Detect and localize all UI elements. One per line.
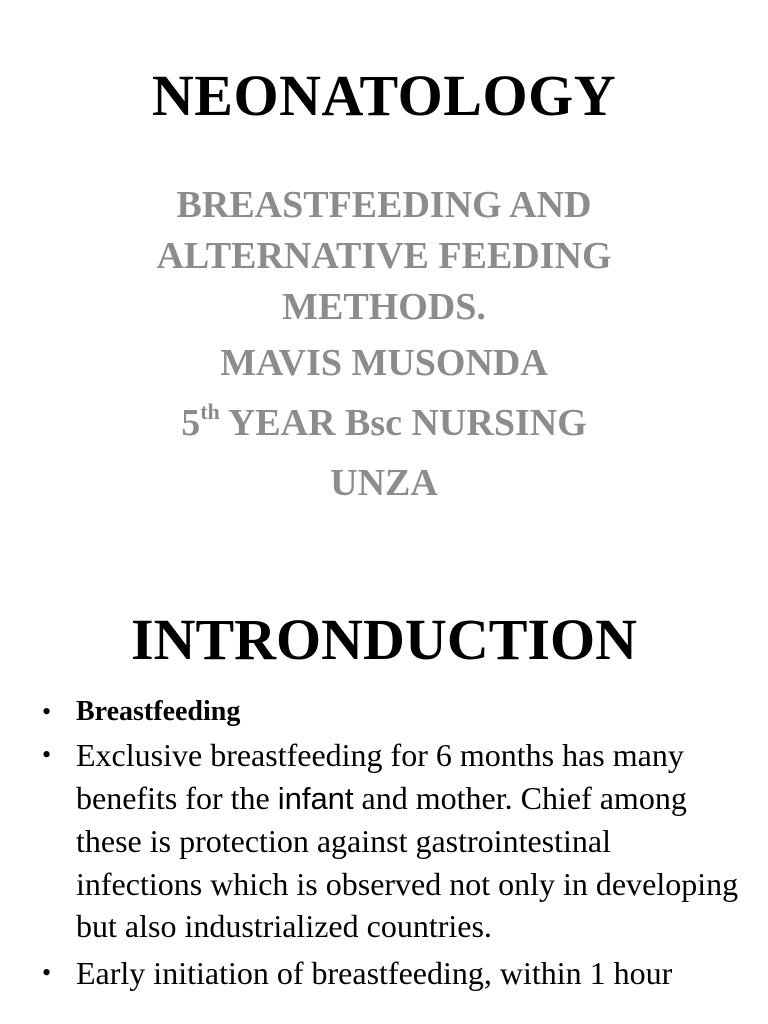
- bullet-heading: Breastfeeding: [76, 696, 241, 727]
- author-year: [0, 393, 768, 453]
- author-name: MAVIS MUSONDA: [220, 342, 548, 384]
- year-suffix: th: [200, 399, 220, 424]
- bullet-paragraph: [76, 734, 740, 948]
- bullet-item: [40, 952, 740, 995]
- bullet-item: [40, 734, 740, 948]
- institution: UNZA: [330, 462, 438, 504]
- bullet-text-part: and mother. Chief among these is protection against gastrointestinal infections which is observed not only in developing but also industrialized countries.: [76, 779, 739, 944]
- bullet-paragraph: Early initiation of breastfeeding, within 1 hour: [76, 954, 673, 991]
- year-programme: YEAR Bsc NURSING: [219, 402, 587, 444]
- bullet-marker: •: [42, 697, 52, 726]
- bullet-emphasis: infant: [277, 780, 354, 816]
- bullet-text-part: Exclusive breastfeeding for 6 months has many benefits for the: [76, 737, 684, 816]
- bullet-item: [40, 694, 740, 730]
- introduction-slide: [0, 560, 768, 1024]
- subtitle-block: [0, 180, 768, 513]
- bullet-marker: •: [42, 957, 52, 987]
- section-title: INTRONDUCTION: [131, 607, 637, 672]
- presentation-topic: BREASTFEEDING AND ALTERNATIVE FEEDING METHODS.: [156, 184, 612, 328]
- year-number: 5: [181, 402, 201, 444]
- bullet-marker: •: [42, 740, 52, 769]
- bullet-list: [40, 694, 740, 998]
- slide-title: NEONATOLOGY: [151, 63, 617, 128]
